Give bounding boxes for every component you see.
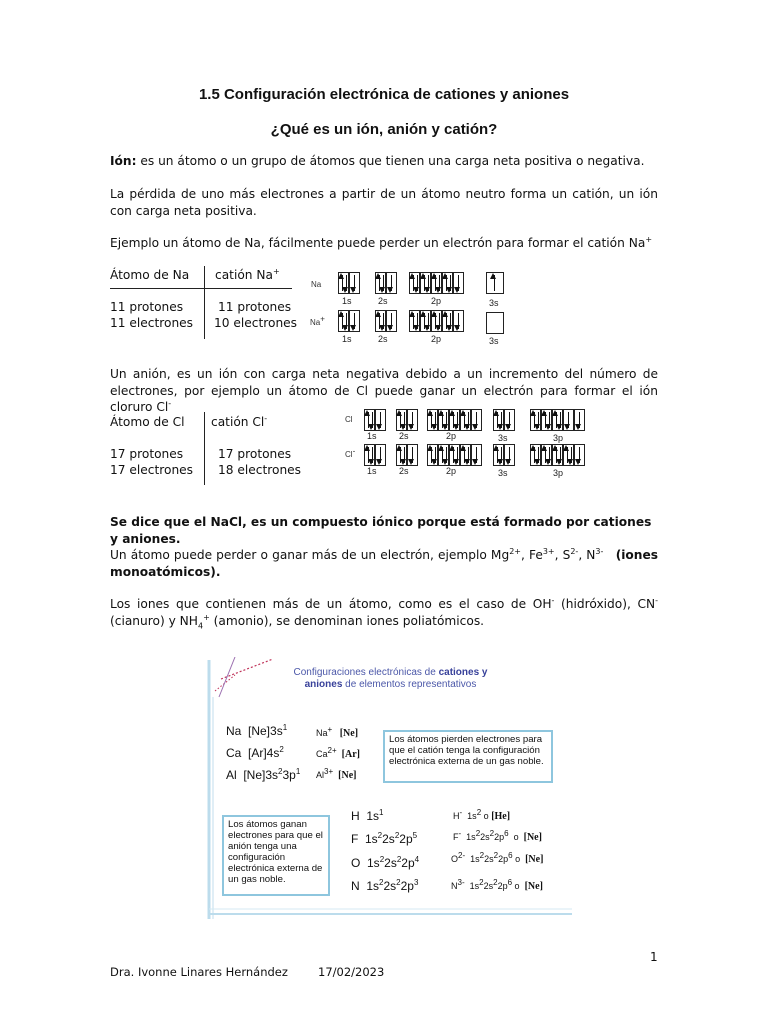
cl-ion-label: Cl- xyxy=(345,446,356,459)
orbital-box xyxy=(574,444,585,466)
cation-definition: La pérdida de uno más electrones a partir de un átomo neutro forma un catión, un ión con carga neta positiva. xyxy=(110,187,658,218)
orbital-box xyxy=(460,444,471,466)
na-r2c2: 10 electrones xyxy=(214,316,298,330)
orbital-box xyxy=(486,272,504,294)
orbital-box xyxy=(409,310,420,332)
orbital-box xyxy=(449,444,460,466)
ion-definition xyxy=(110,153,658,170)
orbital-box xyxy=(338,310,349,332)
orbital-box xyxy=(427,409,438,431)
na-table-divider xyxy=(204,266,205,339)
orbital-box xyxy=(396,444,407,466)
h-ion-config: H- $1s^2$ o [He] xyxy=(453,808,511,822)
page-subtitle: ¿Qué es un ión, anión y catión? xyxy=(270,121,498,138)
orbital-box xyxy=(375,444,386,466)
orbital-box xyxy=(386,272,397,294)
orbital-label: 2s xyxy=(378,334,388,344)
na-ion-label: Na+ xyxy=(310,314,325,327)
orbital-box xyxy=(407,409,418,431)
orbital-box xyxy=(504,444,515,466)
f-config: F $1s^22s^22p^5$ xyxy=(351,831,418,846)
orbital-box xyxy=(493,444,504,466)
orbital-box xyxy=(375,310,386,332)
monoatomic-ions: Un átomo puede perder o ganar más de un electrón, ejemplo $Mg^{2+}$, $Fe^{3+}$, $S^{2-}$, $N^{3-}$ (iones monoatómicos). xyxy=(110,546,659,579)
na-example-text: Ejemplo un átomo de Na, fácilmente puede perder un electrón para formar el catión Na xyxy=(110,236,646,250)
orbital-box xyxy=(530,409,541,431)
orbital-box xyxy=(431,272,442,294)
anion-note: Los átomos ganan electrones para que el anión tenga una configuración electrónica externa de un gas noble. xyxy=(222,815,330,896)
orbital-label: 3s xyxy=(498,433,508,443)
orbital-label: 1s xyxy=(342,334,352,344)
orbital-label: 2p xyxy=(446,466,457,476)
na-ion-config: Na+ [Ne] xyxy=(316,725,359,739)
orbital-box xyxy=(349,272,360,294)
orbital-box xyxy=(563,409,574,431)
polyatomic-ions: Los iones que contienen más de un átomo, como es el caso de OH- (hidróxido), CN- (cianuro) y $NH_4^+$ (amonio), se denominan iones poliatómicos. xyxy=(110,595,658,630)
orbital-box xyxy=(574,409,585,431)
orbital-box xyxy=(504,409,515,431)
h-config: H $1s^1$ xyxy=(351,808,384,823)
cation-note: Los átomos pierden electrones para que el catión tenga la configuración electrónica externa de un gas noble. xyxy=(383,730,553,783)
orbital-box xyxy=(530,444,541,466)
orbital-box xyxy=(407,444,418,466)
orbital-label: 2s xyxy=(399,466,409,476)
orbital-box xyxy=(396,409,407,431)
orbital-box xyxy=(427,444,438,466)
na-table-header-atom: Átomo de Na xyxy=(110,268,190,282)
orbital-box xyxy=(442,272,453,294)
orbital-label: 2p xyxy=(431,334,442,344)
page-number: 1 xyxy=(650,950,658,964)
cl-table-divider xyxy=(204,412,205,485)
orbital-label: 3p xyxy=(553,433,564,443)
orbital-box xyxy=(364,444,375,466)
cl-r2c2: 18 electrones xyxy=(218,463,302,477)
na-r1c1: 11 protones xyxy=(110,300,184,314)
orbital-label: 2s xyxy=(378,296,388,306)
orbital-label: 3s xyxy=(489,298,499,308)
orbital-box xyxy=(375,409,386,431)
cl-table-header-ion: catión Cl- xyxy=(211,413,268,429)
orbital-box xyxy=(438,444,449,466)
footer-date: 17/02/2023 xyxy=(318,965,385,979)
figure-title: Configuraciones electrónicas de cationes y aniones de elementos representativos xyxy=(293,667,488,690)
orbital-label: 3p xyxy=(553,468,564,478)
anion-definition: Un anión, es un ión con carga neta negativa debido a un incremento del número de electrones, por ejemplo un átomo de Cl puede ganar un electrón para formar el ión cloruro Cl- xyxy=(110,367,658,414)
orbital-box xyxy=(338,272,349,294)
o-config: O $1s^22s^22p^4$ xyxy=(351,855,420,870)
orbital-label: 1s xyxy=(367,431,377,441)
na-config: Na $[Ne]3s^1$ xyxy=(226,723,288,738)
page-title: 1.5 Configuración electrónica de cationes y aniones xyxy=(198,86,570,103)
orbital-box xyxy=(349,310,360,332)
na-r2c1: 11 electrones xyxy=(110,316,194,330)
ion-text: es un átomo o un grupo de átomos que tienen una carga neta positiva o negativa. xyxy=(136,154,645,168)
orbital-box xyxy=(438,409,449,431)
orbital-box xyxy=(471,409,482,431)
orbital-label: 3s xyxy=(498,468,508,478)
orbital-box xyxy=(431,310,442,332)
cl-r1c1: 17 protones xyxy=(110,447,184,461)
cl-r2c1: 17 electrones xyxy=(110,463,194,477)
orbital-box xyxy=(420,272,431,294)
orbital-box xyxy=(471,444,482,466)
orbital-box xyxy=(375,272,386,294)
orbital-box-empty xyxy=(486,312,504,334)
na-atom-label: Na xyxy=(311,280,322,289)
n-ion-config: $N^{3-}$ $1s^22s^22p^6$ o [Ne] xyxy=(451,878,543,892)
orbital-box xyxy=(552,409,563,431)
orbital-box xyxy=(453,272,464,294)
o-ion-config: $O^{2-}$ $1s^22s^22p^6$ o [Ne] xyxy=(451,851,544,865)
orbital-box xyxy=(442,310,453,332)
orbital-box xyxy=(453,310,464,332)
orbital-box xyxy=(541,409,552,431)
orbital-box xyxy=(386,310,397,332)
orbital-box xyxy=(541,444,552,466)
orbital-box xyxy=(420,310,431,332)
ca-ion-config: $Ca^{2+}$ [Ar] xyxy=(316,746,360,760)
orbital-box xyxy=(460,409,471,431)
orbital-box xyxy=(552,444,563,466)
cl-atom-label: Cl xyxy=(345,415,353,424)
na-table-header-cation: catión Na+ xyxy=(215,266,280,282)
footer-author: Dra. Ivonne Linares Hernández xyxy=(110,965,288,979)
f-ion-config: F- $1s^22s^22p^6$ o [Ne] xyxy=(453,829,542,843)
nacl-statement: Se dice que el NaCl, es un compuesto iónico porque está formado por cationes y aniones. xyxy=(110,515,652,546)
cl-r1c2: 17 protones xyxy=(218,447,292,461)
orbital-box xyxy=(563,444,574,466)
orbital-box xyxy=(364,409,375,431)
al-config: Al $[Ne]3s^23p^1$ xyxy=(226,767,301,782)
na-r1c2: 11 protones xyxy=(218,300,292,314)
anion-text: Un anión, es un ión con carga neta negativa debido a un incremento del número de electrones, por ejemplo un átomo de Cl puede ganar un electrón para formar el ión cloruro Cl xyxy=(110,367,658,414)
orbital-label: 2s xyxy=(399,431,409,441)
orbital-box xyxy=(449,409,460,431)
orbital-box xyxy=(409,272,420,294)
n-config: N $1s^22s^22p^3$ xyxy=(351,878,419,893)
al-ion-config: $Al^{3+}$ [Ne] xyxy=(316,767,357,781)
orbital-label: 3s xyxy=(489,336,499,346)
cl-table-header-atom: Átomo de Cl xyxy=(110,415,185,429)
na-table-rule xyxy=(110,288,292,289)
ion-term: Ión: xyxy=(110,154,137,168)
orbital-label: 1s xyxy=(367,466,377,476)
orbital-box xyxy=(493,409,504,431)
orbital-label: 1s xyxy=(342,296,352,306)
ca-config: Ca $[Ar]4s^2$ xyxy=(226,745,284,760)
orbital-label: 2p xyxy=(431,296,442,306)
na-example: Ejemplo un átomo de Na, fácilmente puede perder un electrón para formar el catión Na+ xyxy=(110,234,653,250)
orbital-label: 2p xyxy=(446,431,457,441)
